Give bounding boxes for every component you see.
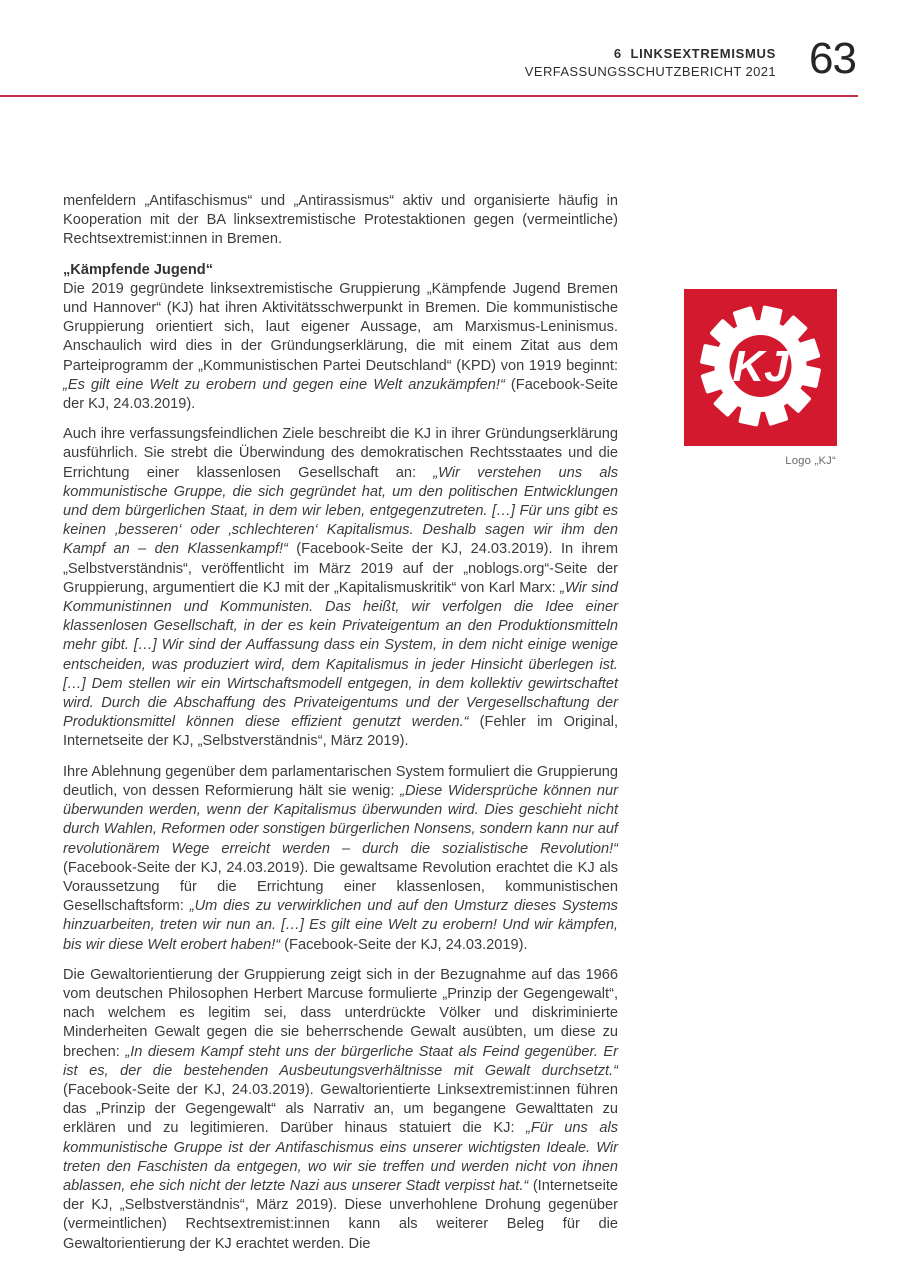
logo-caption: Logo „KJ“: [785, 455, 836, 467]
body-text: Die 2019 gegründete linksextremistische Gruppierung „Kämpfende Jugend Bremen und Hannover“ (KJ) hat ihren Aktivitätsschwerpunkt in Bremen. Die kommunistische Gruppierung orientiert sich, laut eigener Aussage, am Marxismus-Leninismus. Anschaulich wird dies in der Gründungserklärung, die mit einem Zitat aus dem Parteiprogramm der „Kommunistischen Partei Deutschland“ (KPD) von 1919 beginnt:: [63, 280, 618, 374]
paragraph: [63, 763, 618, 955]
quote-text: „Um dies zu verwirklichen und auf den Umsturz dieses Systems hinzuarbeiten, treten wir nun an. […] Es gilt eine Welt zu erobern! Und wir kämpfen, bis wir diese Welt erobert haben!“: [63, 898, 618, 953]
paragraph: [63, 192, 618, 250]
kj-logo: [684, 289, 837, 446]
body-text: (Facebook-Seite der KJ, 24.03.2019).: [63, 376, 618, 413]
body-text: Die Gewaltorientierung der Gruppierung zeigt sich in der Bezugnahme auf das 1966 vom deutschen Philosophen Herbert Marcuse formulierte „Prinzip der Gegengewalt“, nach welchem es legitim sei, dass unterdrückte Völker und diskriminierte Minderheiten Gewalt gegen die sie beherrschende Gewalt ausübten, um diese zu brechen:: [63, 966, 618, 1060]
body-text: (Facebook-Seite der KJ, 24.03.2019).: [280, 936, 528, 953]
quote-text: „Für uns als kommunistische Gruppe ist der Antifaschismus eins unserer wichtigsten Ideale. Wir treten den Faschisten da entgegen, wo wir sie treffen und werden nicht von ihnen ablassen, ehe sich nicht der letzte Nazi aus unserer Stadt verpisst hat.“: [63, 1120, 619, 1194]
paragraph: [63, 425, 618, 751]
quote-text: „Wir sind Kommunistinnen und Kommunisten. Das heißt, wir verfolgen die Idee einer klassenlosen Gesellschaft, in der es kein Privateigentum an den Produktionsmitteln mehr gibt. […] Wir sind der Auffassung dass ein System, in dem nicht einige wenige entscheiden, was produziert wird, dem Kapitalismus in jeder Hinsicht überlegen ist. […] Dem stellen wir ein Wirtschaftsmodell entgegen, in dem kollektiv gewirtschaftet wird. Durch die Abschaffung des Privateigentums und der Vergesellschaftung der Produktionsmittel können diese effizient genutzt werden.“: [63, 579, 618, 731]
paragraph: [63, 966, 618, 1254]
body-text: (Internetseite der KJ, „Selbstverständnis“, März 2019). Diese unverhohlene Drohung gegenüber (vermeintlichen) Rechtsextremist:innen kann als weiterer Beleg für die Gewaltorientierung der KJ erachtet werden. Die: [63, 1177, 618, 1252]
report-title: VERFASSUNGSSCHUTZBERICHT 2021: [524, 64, 776, 79]
quote-text: „Wir verstehen uns als kommunistische Gruppe, die sich gegründet hat, um den politischen Entwicklungen und dem bürgerlichen Staat, in dem wir leben, entgegenzutreten. […] Für uns gibt es keinen ‚besseren‘ oder ‚schlechteren‘ Kapitalismus. Deshalb sagen wir ihm den Kampf an – den Klassenkampf!“: [63, 464, 618, 558]
body-text: Ihre Ablehnung gegenüber dem parlamentarischen System formuliert die Gruppierung deutlich, von dessen Reformierung hält sie wenig:: [63, 763, 618, 799]
page-number: 63: [809, 34, 856, 83]
body-text: (Facebook-Seite der KJ, 24.03.2019). In ihrem „Selbstverständnis“, veröffentlicht im März 2019 auf der „noblogs.org“-Seite der Gruppierung, argumentiert die KJ mit der „Kapitalismuskritik“ von Karl Marx:: [63, 541, 618, 596]
body-text: „Kämpfende Jugend“: [63, 261, 214, 278]
margin-column: [684, 289, 837, 467]
page-header: [525, 46, 776, 79]
quote-text: „Diese Widersprüche können nur überwunden werden, wenn der Kapitalismus überwunden wird. Dies geschieht nicht durch Wahlen, Reformen oder sonstigen bürgerlichen Nonsens, sondern kann nur auf revolutionärem Wege erreicht werden – durch die sozialistische Revolution!“: [63, 782, 618, 857]
section-heading: [63, 261, 618, 280]
quote-text: „In diesem Kampf steht uns der bürgerliche Staat als Feind gegenüber. Er ist es, der die bestehenden Ausbeutungsverhältnisse mit Gewalt durchsetzt.“: [63, 1043, 618, 1079]
paragraph: [63, 280, 618, 414]
body-text: (Facebook-Seite der KJ, 24.03.2019). Die gewaltsame Revolution erachtet die KJ als Voraussetzung für die Errichtung einer klassenlosen, kommunistischen Gesellschaftsform:: [63, 859, 618, 915]
body-text: Auch ihre verfassungsfeindlichen Ziele beschreibt die KJ in ihrer Gründungserklärung ausführlich. Sie strebt die Überwindung des demokratischen Rechtsstaates und die Errichtung einer klassenlosen Gesellschaft an:: [63, 426, 618, 481]
body-text: menfeldern „Antifaschismus“ und „Antirassismus“ aktiv und organisierte häufig in Kooperation mit der BA linksextremistische Protestaktionen gegen (vermeintliche) Rechtsextremist:innen in Bremen.: [63, 193, 618, 248]
header-rule: [0, 95, 858, 97]
logo-letters: KJ: [732, 342, 789, 391]
text-column: [63, 192, 618, 1265]
chapter-title: 6 LINKSEXTREMISMUS: [613, 46, 776, 61]
body-text: (Facebook-Seite der KJ, 24.03.2019). Gewaltorientierte Linksextremist:innen führen das „Prinzip der Gegengewalt“ als Narrativ an, um begangene Gewalttaten zu erklären und zu legitimieren. Darüber hinaus statuiert die KJ:: [63, 1081, 618, 1137]
quote-text: „Es gilt eine Welt zu erobern und gegen eine Welt anzukämpfen!“: [63, 376, 505, 393]
body-text: (Fehler im Original, Internetseite der KJ, „Selbstverständnis“, März 2019).: [63, 714, 618, 750]
